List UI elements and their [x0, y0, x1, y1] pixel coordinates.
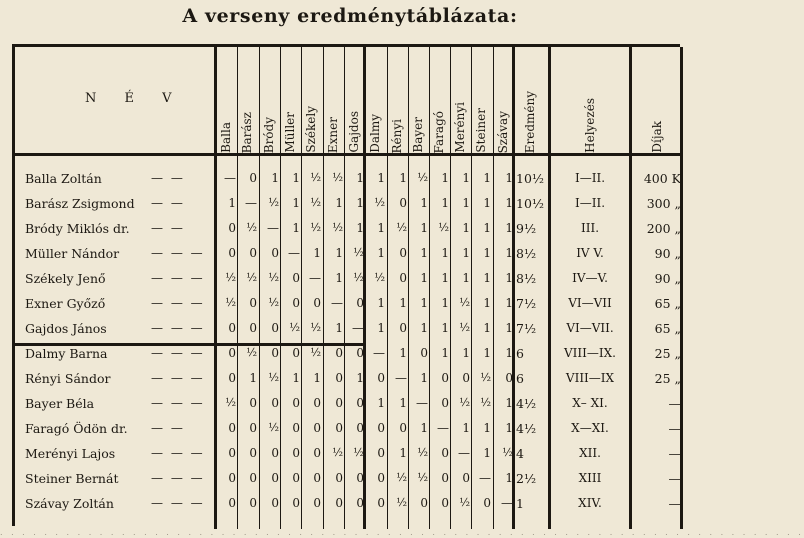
score-cell: 0 [249, 396, 257, 410]
score-cell: 1 [335, 271, 343, 285]
leader-dashes: — — — [151, 371, 205, 385]
score-cell: 0 [228, 371, 236, 385]
score-cell: 1 [441, 196, 449, 210]
score-cell: ½ [268, 196, 279, 209]
player-name: Faragó Ödön dr. [25, 421, 128, 436]
score-cell: 1 [483, 321, 491, 335]
score-cell: 0 [483, 496, 491, 510]
page-title: A verseny eredménytáblázata: [182, 5, 518, 27]
score-cell: 1 [399, 296, 407, 310]
place-value: VIII—IX. [564, 346, 616, 360]
prize-value: 25 „ [654, 346, 681, 361]
score-cell: 0 [228, 346, 236, 360]
leader-dashes: — — [151, 221, 185, 235]
score-cell: 0 [399, 421, 407, 435]
score-cell: ½ [332, 446, 343, 459]
score-cell: ½ [225, 296, 236, 309]
score-cell: 1 [505, 171, 513, 185]
player-name: Gajdos János [25, 321, 107, 336]
score-cell: 1 [356, 171, 364, 185]
score-cell: 0 [249, 421, 257, 435]
score-cell: 1 [483, 171, 491, 185]
score-cell: 1 [377, 396, 385, 410]
score-cell: 0 [335, 396, 343, 410]
score-cell: 1 [483, 246, 491, 260]
score-cell: 0 [356, 421, 364, 435]
score-cell: ½ [310, 321, 321, 334]
score-cell: ½ [268, 296, 279, 309]
score-cell: 0 [377, 371, 385, 385]
header-opponent-barász: Barász [240, 111, 254, 153]
leader-dashes: — — — [151, 321, 205, 335]
leader-dashes: — — — [151, 271, 205, 285]
score-cell: 0 [292, 296, 300, 310]
header-opponent-balla: Balla [219, 122, 233, 153]
player-name: Dalmy Barna [25, 346, 108, 361]
score-cell: ½ [310, 171, 321, 184]
score-cell: ½ [459, 396, 470, 409]
score-cell: 1 [399, 396, 407, 410]
score-cell: ½ [396, 496, 407, 509]
score-cell: 1 [356, 196, 364, 210]
score-cell: 0 [335, 371, 343, 385]
header-opponent-bayer: Bayer [411, 117, 425, 153]
score-cell: ½ [353, 246, 364, 259]
score-cell: ½ [310, 221, 321, 234]
leader-dashes: — — — [151, 496, 205, 510]
score-cell: 1 [483, 446, 491, 460]
header-opponent-bródy: Bródy [262, 116, 276, 153]
score-cell: 0 [399, 271, 407, 285]
result-value: 6 [516, 346, 524, 361]
score-cell: 1 [462, 171, 470, 185]
score-cell: 0 [441, 471, 449, 485]
score-cell: 1 [377, 171, 385, 185]
result-value: 4 [516, 446, 524, 461]
score-cell: — [373, 346, 385, 360]
score-cell: 1 [420, 271, 428, 285]
score-cell: 1 [505, 471, 513, 485]
result-value: 8½ [516, 246, 537, 261]
score-cell: 0 [441, 396, 449, 410]
prize-value: 300 „ [646, 196, 681, 211]
score-cell: 1 [228, 196, 236, 210]
place-value: III. [580, 221, 600, 235]
score-cell: ½ [268, 271, 279, 284]
score-cell: — [437, 421, 449, 435]
score-cell: 1 [441, 346, 449, 360]
header-opponent-gajdos: Gajdos [347, 111, 361, 153]
score-cell: 1 [399, 446, 407, 460]
player-name: Balla Zoltán [25, 171, 102, 186]
score-cell: ½ [289, 321, 300, 334]
score-cell: 0 [356, 496, 364, 510]
score-cell: 1 [420, 421, 428, 435]
header-opponent-merényi: Merényi [453, 102, 467, 153]
score-cell: 1 [462, 246, 470, 260]
place-value: X—XI. [571, 421, 609, 435]
score-cell: 0 [228, 471, 236, 485]
score-cell: 1 [292, 171, 300, 185]
score-cell: 0 [313, 471, 321, 485]
result-value: 4½ [516, 421, 537, 436]
score-cell: 0 [313, 496, 321, 510]
score-cell: 0 [399, 196, 407, 210]
score-cell: 0 [399, 246, 407, 260]
score-cell: — [245, 196, 257, 210]
score-cell: 1 [483, 221, 491, 235]
score-cell: 0 [462, 371, 470, 385]
header-opponent-steiner: Steiner [474, 108, 488, 153]
player-name: Szávay Zoltán [25, 496, 114, 511]
prize-value: — [668, 421, 681, 436]
score-cell: 1 [483, 296, 491, 310]
score-cell: ½ [268, 421, 279, 434]
player-name: Székely Jenő [25, 271, 106, 286]
score-cell: 1 [441, 296, 449, 310]
score-cell: 1 [377, 321, 385, 335]
player-name: Steiner Bernát [25, 471, 119, 486]
leader-dashes: — — [151, 171, 185, 185]
score-cell: ½ [246, 271, 257, 284]
score-cell: 1 [505, 221, 513, 235]
score-cell: 1 [505, 196, 513, 210]
score-cell: 0 [228, 496, 236, 510]
score-cell: ½ [374, 196, 385, 209]
score-cell: 1 [483, 271, 491, 285]
prize-value: 200 „ [646, 221, 681, 236]
score-cell: ½ [459, 321, 470, 334]
score-cell: 0 [377, 496, 385, 510]
player-name: Bródy Miklós dr. [25, 221, 130, 236]
player-name: Exner Győző [25, 296, 106, 311]
score-cell: 0 [377, 471, 385, 485]
score-cell: 0 [292, 471, 300, 485]
results-table [12, 44, 680, 526]
place-value: I—II. [574, 196, 606, 210]
header-prize: Díjak [650, 121, 664, 153]
score-cell: ½ [332, 221, 343, 234]
result-value: 6 [516, 371, 524, 386]
place-value: XIII [578, 471, 602, 485]
leader-dashes: — — — [151, 396, 205, 410]
score-cell: 1 [462, 346, 470, 360]
result-value: 7½ [516, 321, 537, 336]
score-cell: ½ [417, 471, 428, 484]
prize-value: — [668, 496, 681, 511]
player-name: Rényi Sándor [25, 371, 111, 386]
score-cell: 1 [505, 246, 513, 260]
score-cell: 1 [335, 321, 343, 335]
score-cell: ½ [396, 221, 407, 234]
score-cell: 1 [505, 271, 513, 285]
score-cell: ½ [246, 221, 257, 234]
player-name: Bayer Béla [25, 396, 95, 411]
score-cell: ½ [310, 196, 321, 209]
score-cell: 0 [271, 246, 279, 260]
score-cell: 0 [335, 496, 343, 510]
player-name: Müller Nándor [25, 246, 120, 261]
score-cell: 0 [292, 396, 300, 410]
score-cell: 0 [441, 496, 449, 510]
score-cell: — [501, 496, 513, 510]
player-name: Merényi Lajos [25, 446, 116, 461]
score-cell: 1 [377, 246, 385, 260]
header-opponent-exner: Exner [326, 116, 340, 153]
result-value: 7½ [516, 296, 537, 311]
score-cell: 0 [249, 321, 257, 335]
score-cell: — [416, 396, 428, 410]
score-cell: 0 [228, 321, 236, 335]
score-cell: 0 [399, 321, 407, 335]
score-cell: 0 [313, 296, 321, 310]
score-cell: — [395, 371, 407, 385]
player-name: Barász Zsigmond [25, 196, 135, 211]
score-cell: 1 [462, 221, 470, 235]
place-value: X– XI. [572, 396, 608, 410]
score-cell: 1 [420, 221, 428, 235]
score-cell: 0 [271, 346, 279, 360]
score-cell: ½ [502, 446, 513, 459]
score-cell: 1 [441, 171, 449, 185]
score-cell: 1 [399, 346, 407, 360]
header-opponent-dalmy: Dalmy [368, 114, 382, 153]
score-cell: 1 [462, 196, 470, 210]
result-value: 4½ [516, 396, 537, 411]
score-cell: — [352, 321, 364, 335]
score-cell: 0 [249, 296, 257, 310]
score-cell: 1 [271, 171, 279, 185]
place-value: VI—VII [568, 296, 612, 310]
prize-value: — [668, 396, 681, 411]
score-cell: — [309, 271, 321, 285]
score-cell: 1 [420, 296, 428, 310]
score-cell: ½ [374, 271, 385, 284]
place-value: IV V. [576, 246, 604, 260]
score-cell: 0 [377, 421, 385, 435]
score-cell: 0 [377, 446, 385, 460]
place-value: XIV. [578, 496, 602, 510]
score-cell: 0 [271, 471, 279, 485]
score-cell: ½ [438, 221, 449, 234]
place-value: VI—VII. [566, 321, 614, 335]
score-cell: 1 [292, 371, 300, 385]
score-cell: 0 [249, 446, 257, 460]
score-cell: ½ [417, 446, 428, 459]
score-cell: — [224, 171, 236, 185]
score-cell: ½ [396, 471, 407, 484]
header-opponent-székely: Székely [304, 106, 318, 153]
score-cell: 1 [505, 296, 513, 310]
header-opponent-müller: Müller [283, 112, 297, 153]
score-cell: 0 [292, 346, 300, 360]
score-cell: 0 [356, 296, 364, 310]
leader-dashes: — — [151, 421, 185, 435]
score-cell: 0 [228, 446, 236, 460]
result-value: 9½ [516, 221, 537, 236]
score-cell: 0 [441, 446, 449, 460]
score-cell: 1 [377, 221, 385, 235]
cropped-text-strip: . . . . . . . . . . . . . . . . . . . . . . . . . . . . . . . . . . . . . . . . . . . . . . . . . . . . . . . . . . . . . . . . . . . . . . . . . [0, 528, 804, 537]
prize-value: 400 K [643, 171, 681, 186]
score-cell: 0 [249, 471, 257, 485]
prize-value: 65 „ [654, 296, 681, 311]
score-cell: 1 [420, 196, 428, 210]
score-cell: 0 [356, 346, 364, 360]
score-cell: 0 [313, 421, 321, 435]
score-cell: 1 [505, 321, 513, 335]
score-cell: — [288, 246, 300, 260]
score-cell: ½ [353, 446, 364, 459]
score-cell: 0 [271, 396, 279, 410]
leader-dashes: — — — [151, 471, 205, 485]
prize-value: 90 „ [654, 246, 681, 261]
score-cell: ½ [310, 346, 321, 359]
score-cell: 1 [313, 371, 321, 385]
score-cell: 0 [335, 421, 343, 435]
score-cell: ½ [225, 396, 236, 409]
place-value: I—II. [574, 171, 606, 185]
header-opponent-rényi: Rényi [390, 118, 404, 153]
score-cell: ½ [353, 271, 364, 284]
header-divider [15, 153, 683, 156]
prize-value: — [668, 446, 681, 461]
score-cell: 1 [292, 221, 300, 235]
score-cell: 1 [249, 371, 257, 385]
score-cell: 1 [462, 421, 470, 435]
score-cell: 0 [292, 496, 300, 510]
score-cell: 0 [441, 371, 449, 385]
result-value: 1 [516, 496, 524, 511]
result-value: 10½ [516, 196, 545, 211]
score-cell: 1 [399, 171, 407, 185]
prize-value: — [668, 471, 681, 486]
score-cell: 0 [356, 396, 364, 410]
score-cell: 0 [249, 171, 257, 185]
score-cell: ½ [459, 496, 470, 509]
score-cell: ½ [459, 296, 470, 309]
leader-dashes: — — — [151, 446, 205, 460]
score-cell: 0 [292, 421, 300, 435]
score-cell: 0 [356, 471, 364, 485]
prize-value: 65 „ [654, 321, 681, 336]
score-cell: 1 [441, 321, 449, 335]
leader-dashes: — — — [151, 346, 205, 360]
score-cell: 0 [420, 496, 428, 510]
score-cell: 1 [483, 421, 491, 435]
score-cell: 1 [483, 346, 491, 360]
score-cell: 1 [377, 296, 385, 310]
score-cell: 1 [505, 396, 513, 410]
score-cell: 0 [228, 246, 236, 260]
leader-dashes: — — [151, 196, 185, 210]
score-cell: 0 [505, 371, 513, 385]
header-result: Eredmény [523, 90, 537, 153]
score-cell: ½ [332, 171, 343, 184]
header-place: Helyezés [583, 98, 597, 153]
score-cell: 0 [228, 421, 236, 435]
score-cell: 1 [356, 221, 364, 235]
score-cell: — [267, 221, 279, 235]
score-cell: 0 [335, 346, 343, 360]
score-cell: ½ [480, 396, 491, 409]
result-value: 10½ [516, 171, 545, 186]
score-cell: 1 [483, 196, 491, 210]
score-cell: ½ [225, 271, 236, 284]
prize-value: 90 „ [654, 271, 681, 286]
header-name-label: N É V [85, 91, 184, 106]
score-cell: 1 [420, 321, 428, 335]
score-cell: 1 [420, 371, 428, 385]
place-value: IV—V. [572, 271, 608, 285]
score-cell: 1 [335, 196, 343, 210]
score-cell: 1 [420, 246, 428, 260]
score-cell: 0 [335, 471, 343, 485]
score-cell: 0 [228, 221, 236, 235]
header-opponent-faragó: Faragó [432, 110, 446, 153]
score-cell: 1 [441, 271, 449, 285]
score-cell: 1 [441, 246, 449, 260]
score-cell: ½ [246, 346, 257, 359]
score-cell: 1 [356, 371, 364, 385]
score-cell: 0 [420, 346, 428, 360]
score-cell: 0 [271, 321, 279, 335]
score-cell: — [331, 296, 343, 310]
score-cell: ½ [268, 371, 279, 384]
score-cell: 0 [462, 471, 470, 485]
leader-dashes: — — — [151, 246, 205, 260]
place-value: XII. [579, 446, 601, 460]
score-cell: 1 [505, 421, 513, 435]
score-cell: 0 [292, 446, 300, 460]
score-cell: 0 [292, 271, 300, 285]
score-cell: — [479, 471, 491, 485]
score-cell: ½ [480, 371, 491, 384]
score-cell: 0 [271, 446, 279, 460]
score-cell: 1 [335, 246, 343, 260]
leader-dashes: — — — [151, 296, 205, 310]
score-cell: 0 [249, 496, 257, 510]
result-value: 8½ [516, 271, 537, 286]
score-cell: 1 [313, 246, 321, 260]
prize-value: 25 „ [654, 371, 681, 386]
score-cell: ½ [417, 171, 428, 184]
score-cell: 1 [292, 196, 300, 210]
score-cell: 0 [313, 396, 321, 410]
header-opponent-szávay: Szávay [496, 110, 510, 153]
score-cell: 1 [505, 346, 513, 360]
score-cell: 0 [271, 496, 279, 510]
score-cell: — [458, 446, 470, 460]
score-cell: 1 [462, 271, 470, 285]
result-value: 2½ [516, 471, 537, 486]
score-cell: 0 [249, 246, 257, 260]
score-cell: 0 [313, 446, 321, 460]
place-value: VIII—IX [565, 371, 615, 385]
